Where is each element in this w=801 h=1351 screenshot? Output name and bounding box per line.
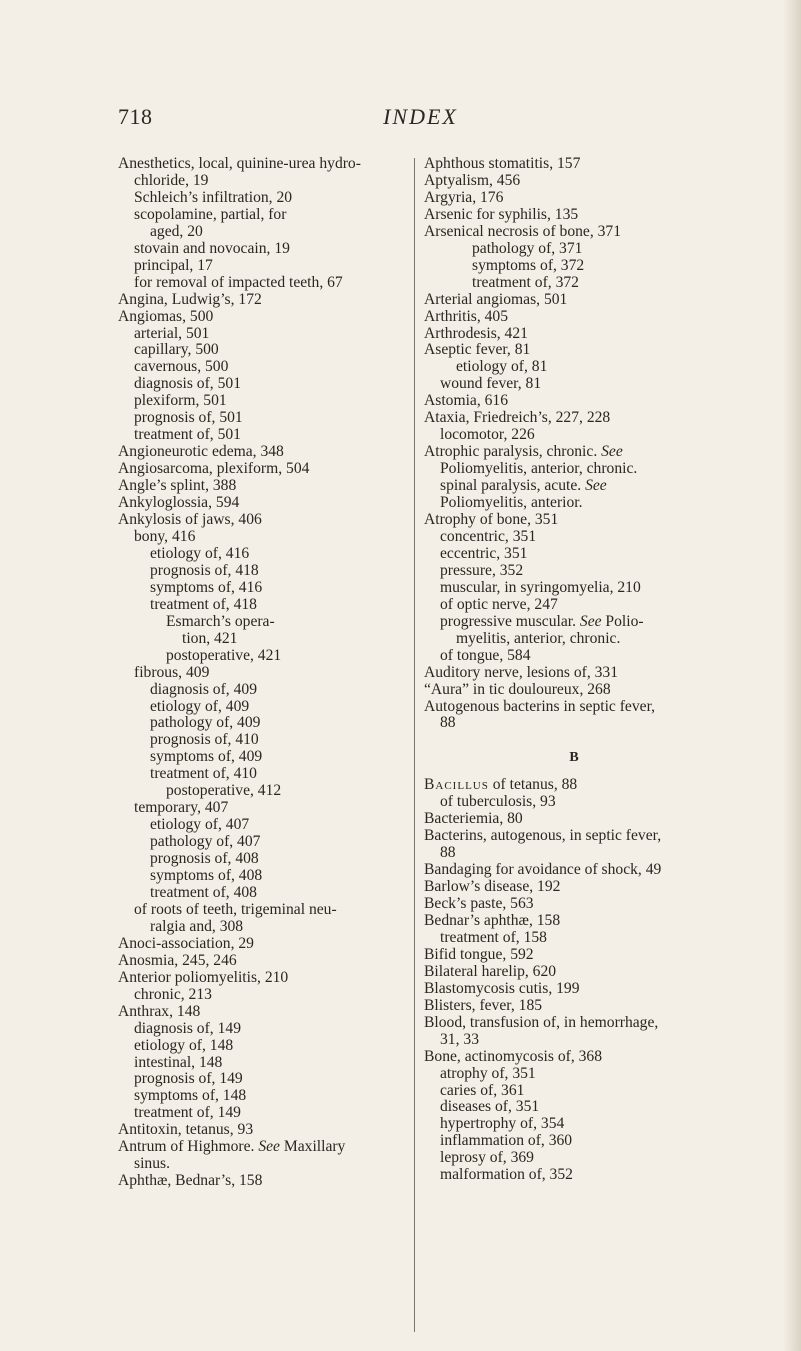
index-entry: symptoms of, 372 bbox=[472, 256, 585, 274]
column-divider bbox=[414, 158, 415, 1332]
index-entry: 88 bbox=[440, 714, 456, 732]
index-entry: postoperative, 421 bbox=[166, 646, 282, 664]
index-entry: Beck’s paste, 563 bbox=[424, 895, 534, 913]
running-head: INDEX bbox=[383, 104, 458, 129]
index-entry: diagnosis of, 501 bbox=[134, 375, 241, 393]
index-entry: pathology of, 407 bbox=[150, 833, 261, 851]
index-entry: wound fever, 81 bbox=[440, 375, 542, 393]
index-entry: Atrophy of bone, 351 bbox=[424, 511, 559, 529]
index-entry: Arsenic for syphilis, 135 bbox=[424, 205, 579, 223]
index-entry: diagnosis of, 149 bbox=[134, 1019, 241, 1037]
index-entry: Blisters, fever, 185 bbox=[424, 996, 543, 1014]
index-entry: Aptyalism, 456 bbox=[424, 171, 521, 189]
index-entry: Bifid tongue, 592 bbox=[424, 945, 534, 963]
index-entry: Bandaging for avoidance of shock, 49 bbox=[424, 861, 662, 879]
index-entry: progressive muscular. See Polio- bbox=[440, 612, 644, 630]
page-edge-shadow bbox=[783, 0, 801, 1351]
index-entry: Argyria, 176 bbox=[424, 188, 504, 206]
index-entry: 31, 33 bbox=[440, 1030, 479, 1048]
index-entry: of tuberculosis, 93 bbox=[440, 793, 556, 811]
index-entries-b bbox=[424, 777, 724, 1184]
index-entry: capillary, 500 bbox=[134, 341, 219, 359]
index-entry: malformation of, 352 bbox=[440, 1166, 573, 1184]
section-letter-b: B bbox=[569, 750, 579, 766]
index-entry: tion, 421 bbox=[182, 629, 238, 647]
index-entry: treatment of, 418 bbox=[150, 595, 257, 613]
index-entry: atrophy of, 351 bbox=[440, 1064, 536, 1082]
index-entry: eccentric, 351 bbox=[440, 544, 528, 562]
index-entry: prognosis of, 410 bbox=[150, 731, 259, 749]
index-entry: prognosis of, 501 bbox=[134, 409, 243, 427]
index-entry: treatment of, 501 bbox=[134, 426, 241, 444]
index-entry: principal, 17 bbox=[134, 256, 213, 274]
index-entry: Astomia, 616 bbox=[424, 392, 509, 410]
index-entry: spinal paralysis, acute. See bbox=[440, 477, 607, 495]
index-entry: Arthrodesis, 421 bbox=[424, 324, 528, 342]
index-entry: treatment of, 408 bbox=[150, 883, 257, 901]
index-entry: treatment of, 149 bbox=[134, 1104, 241, 1122]
index-entry: myelitis, anterior, chronic. bbox=[456, 629, 621, 647]
index-entry: Barlow’s disease, 192 bbox=[424, 878, 561, 896]
index-entry: Anterior poliomyelitis, 210 bbox=[118, 968, 289, 986]
index-entry: of tongue, 584 bbox=[440, 646, 531, 664]
index-entry: pathology of, 371 bbox=[472, 239, 583, 257]
index-entry: of roots of teeth, trigeminal neu- bbox=[134, 900, 337, 918]
index-entry: Aphthæ, Bednar’s, 158 bbox=[118, 1172, 263, 1190]
index-entry: Arterial angiomas, 501 bbox=[424, 290, 568, 308]
index-entry: sinus. bbox=[134, 1155, 170, 1173]
index-entry: Autogenous bacterins in septic fever, bbox=[424, 697, 656, 715]
index-entry: fibrous, 409 bbox=[134, 663, 210, 681]
index-entry: of optic nerve, 247 bbox=[440, 595, 558, 613]
index-entry: diseases of, 351 bbox=[440, 1098, 540, 1116]
index-entry: scopolamine, partial, for bbox=[134, 205, 287, 223]
index-entry: postoperative, 412 bbox=[166, 782, 282, 800]
index-entry: Aseptic fever, 81 bbox=[424, 341, 531, 359]
index-entry: Bacteriemia, 80 bbox=[424, 810, 523, 828]
index-entry: Ankylosis of jaws, 406 bbox=[118, 511, 262, 529]
index-entry: Bone, actinomycosis of, 368 bbox=[424, 1047, 603, 1065]
index-entry: for removal of impacted teeth, 67 bbox=[134, 273, 343, 291]
index-entry: Angina, Ludwig’s, 172 bbox=[118, 290, 262, 308]
index-entry: prognosis of, 418 bbox=[150, 561, 259, 579]
index-entry: plexiform, 501 bbox=[134, 392, 227, 410]
index-entry: aged, 20 bbox=[150, 222, 203, 240]
index-entry: diagnosis of, 409 bbox=[150, 680, 257, 698]
index-entry: Anthrax, 148 bbox=[118, 1002, 201, 1020]
index-entry: muscular, in syringomyelia, 210 bbox=[440, 578, 641, 596]
index-entry: Arsenical necrosis of bone, 371 bbox=[424, 222, 622, 240]
index-entry: Bednar’s aphthæ, 158 bbox=[424, 911, 561, 929]
index-entry: prognosis of, 408 bbox=[150, 850, 259, 868]
index-entry: cavernous, 500 bbox=[134, 358, 229, 376]
index-entry: etiology of, 148 bbox=[134, 1036, 234, 1054]
index-entry: Antrum of Highmore. See Maxillary bbox=[118, 1138, 346, 1156]
index-column-left bbox=[118, 156, 410, 1190]
index-entry: stovain and novocain, 19 bbox=[134, 239, 290, 257]
index-entry: Poliomyelitis, anterior. bbox=[440, 494, 583, 512]
index-entry: temporary, 407 bbox=[134, 799, 229, 817]
index-entry: symptoms of, 148 bbox=[134, 1087, 247, 1105]
index-entry: etiology of, 407 bbox=[150, 816, 250, 834]
index-entry: treatment of, 410 bbox=[150, 765, 257, 783]
index-entry: chronic, 213 bbox=[134, 985, 212, 1003]
index-entry: treatment of, 372 bbox=[472, 273, 579, 291]
index-entry: caries of, 361 bbox=[440, 1081, 525, 1099]
index-entry: Anesthetics, local, quinine-urea hydro- bbox=[118, 155, 361, 172]
index-entry: Bilateral harelip, 620 bbox=[424, 962, 557, 980]
index-entry: etiology of, 409 bbox=[150, 697, 250, 715]
index-entry: symptoms of, 409 bbox=[150, 748, 263, 766]
index-entry: Angle’s splint, 388 bbox=[118, 477, 237, 495]
index-entry: Aphthous stomatitis, 157 bbox=[424, 155, 581, 172]
index-entry: Schleich’s infiltration, 20 bbox=[134, 188, 293, 206]
index-entry: leprosy of, 369 bbox=[440, 1149, 534, 1167]
index-entry: inflammation of, 360 bbox=[440, 1132, 573, 1150]
index-entry: intestinal, 148 bbox=[134, 1053, 223, 1071]
index-entry: Blood, transfusion of, in hemorrhage, bbox=[424, 1013, 659, 1031]
index-entry: pathology of, 409 bbox=[150, 714, 261, 732]
index-entry: Ataxia, Friedreich’s, 227, 228 bbox=[424, 409, 611, 427]
index-entry: etiology of, 81 bbox=[456, 358, 548, 376]
index-entry: etiology of, 416 bbox=[150, 544, 250, 562]
index-entry: ralgia and, 308 bbox=[150, 917, 244, 935]
index-entry: 88 bbox=[440, 844, 456, 862]
index-entry: symptoms of, 416 bbox=[150, 578, 263, 596]
index-entry: Angioneurotic edema, 348 bbox=[118, 443, 284, 461]
index-entry: Antitoxin, tetanus, 93 bbox=[118, 1121, 254, 1139]
index-entry: bony, 416 bbox=[134, 527, 196, 545]
index-entry: Auditory nerve, lesions of, 331 bbox=[424, 663, 619, 681]
index-entry: Bacillus of tetanus, 88 bbox=[424, 776, 578, 794]
index-entry: Blastomycosis cutis, 199 bbox=[424, 979, 580, 997]
index-entry: treatment of, 158 bbox=[440, 928, 547, 946]
index-entry: locomotor, 226 bbox=[440, 426, 535, 444]
index-column-right bbox=[424, 156, 724, 1184]
index-entry: Anosmia, 245, 246 bbox=[118, 951, 237, 969]
index-entry: Esmarch’s opera- bbox=[166, 612, 275, 630]
index-entry: Angiomas, 500 bbox=[118, 307, 214, 325]
index-entries-a bbox=[424, 156, 724, 732]
index-entry: Anoci-association, 29 bbox=[118, 934, 254, 952]
page-number: 718 bbox=[118, 104, 153, 129]
index-entry: chloride, 19 bbox=[134, 171, 209, 189]
index-entry: Ankyloglossia, 594 bbox=[118, 494, 240, 512]
index-entry: Atrophic paralysis, chronic. See bbox=[424, 443, 623, 461]
index-entry: “Aura” in tic douloureux, 268 bbox=[424, 680, 611, 698]
index-entry: arterial, 501 bbox=[134, 324, 210, 342]
index-entry: pressure, 352 bbox=[440, 561, 524, 579]
index-entry: symptoms of, 408 bbox=[150, 867, 263, 885]
index-entry: hypertrophy of, 354 bbox=[440, 1115, 565, 1133]
index-entry: Poliomyelitis, anterior, chronic. bbox=[440, 460, 638, 478]
index-entry: concentric, 351 bbox=[440, 527, 537, 545]
index-entry: Angiosarcoma, plexiform, 504 bbox=[118, 460, 310, 478]
index-entry: Arthritis, 405 bbox=[424, 307, 509, 325]
index-entry: prognosis of, 149 bbox=[134, 1070, 243, 1088]
index-entry: Bacterins, autogenous, in septic fever, bbox=[424, 827, 662, 845]
